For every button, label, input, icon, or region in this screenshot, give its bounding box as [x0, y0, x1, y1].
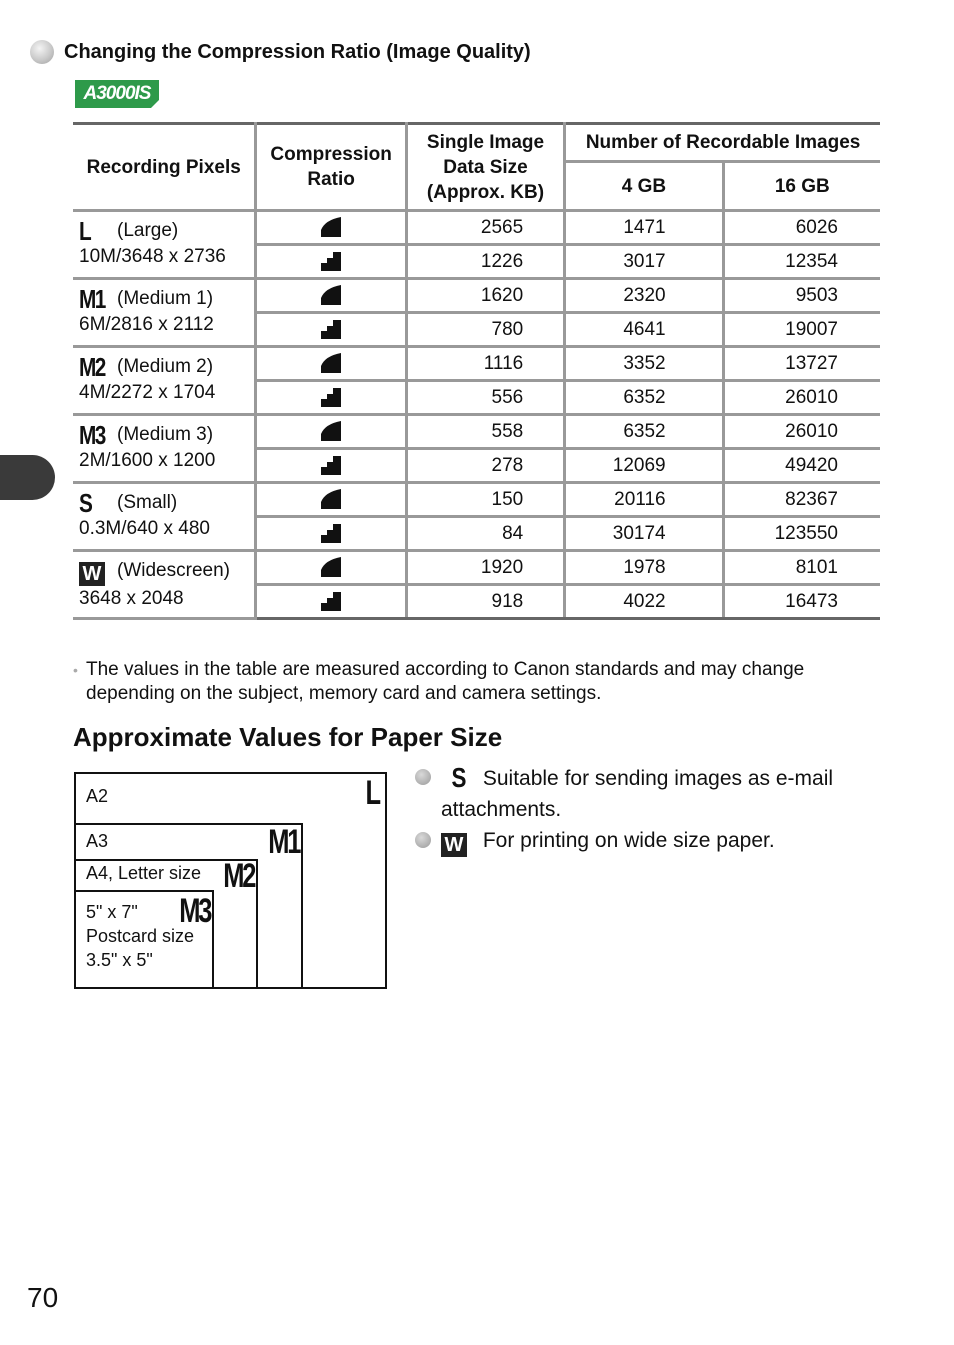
s-size-icon: S [79, 488, 92, 518]
recordable-4gb-cell: 3017 [565, 245, 723, 279]
recordable-4gb-cell: 12069 [565, 449, 723, 483]
header-16gb: 16 GB [723, 162, 880, 211]
recording-resolution: 6M/2816 x 2112 [79, 314, 214, 335]
header-data-size: Single Image Data Size (Approx. KB) [406, 124, 564, 211]
recordable-16gb-cell: 6026 [723, 211, 880, 245]
compression-fine-icon [319, 284, 343, 306]
recording-pixels-cell [73, 347, 256, 415]
table-row [73, 211, 880, 245]
recordable-4gb-cell: 4641 [565, 313, 723, 347]
recording-size-name: (Medium 1) [117, 288, 214, 309]
m3-size-icon: M3 [179, 892, 210, 930]
compression-ratio-cell [256, 381, 406, 415]
compression-normal-icon [319, 386, 343, 408]
recordable-4gb-cell: 3352 [565, 347, 723, 381]
m2-size-icon: M2 [223, 857, 254, 895]
data-size-cell: 2565 [406, 211, 564, 245]
compression-normal-icon [319, 522, 343, 544]
data-size-cell: 1620 [406, 279, 564, 313]
data-size-cell: 556 [406, 381, 564, 415]
paper-size-heading: Approximate Values for Paper Size [73, 722, 503, 752]
header-recordable: Number of Recordable Images [565, 124, 880, 162]
compression-fine-icon [319, 488, 343, 510]
recordable-4gb-cell: 30174 [565, 517, 723, 551]
compression-fine-icon [319, 216, 343, 238]
m3-size-icon: M3 [79, 420, 105, 450]
section-heading [30, 40, 531, 64]
paper-note-text: Suitable for sending images as e-mail attachments. [441, 767, 834, 821]
recordable-16gb-cell: 19007 [723, 313, 880, 347]
recordable-16gb-cell: 8101 [723, 551, 880, 585]
data-size-cell: 150 [406, 483, 564, 517]
paper-small-box [74, 890, 214, 989]
recordable-16gb-cell: 26010 [723, 381, 880, 415]
model-badge: A3000IS [75, 80, 159, 108]
recording-size-name: (Small) [117, 492, 178, 513]
header-recording-pixels: Recording Pixels [73, 124, 256, 211]
paper-note-text: For printing on wide size paper. [482, 829, 775, 852]
paper-5x7-label: 5" x 7" [86, 902, 138, 922]
compression-ratio-cell [256, 211, 406, 245]
paper-notes [415, 762, 885, 857]
recording-pixels-cell [73, 551, 256, 619]
recordable-16gb-cell: 16473 [723, 585, 880, 619]
compression-ratio-cell [256, 313, 406, 347]
recordable-4gb-cell: 4022 [565, 585, 723, 619]
data-size-cell: 918 [406, 585, 564, 619]
widescreen-icon: W [79, 562, 105, 586]
compression-ratio-cell [256, 415, 406, 449]
paper-a4-label: A4, Letter size [86, 863, 202, 883]
paper-note-small [415, 762, 885, 825]
data-size-cell: 1116 [406, 347, 564, 381]
table-row [73, 483, 880, 517]
heading-text: Changing the Compression Ratio (Image Quality) [64, 40, 531, 63]
paper-a3-label: A3 [86, 831, 109, 851]
compression-ratio-cell [256, 449, 406, 483]
table-row [73, 551, 880, 585]
recording-resolution: 10M/3648 x 2736 [79, 246, 226, 267]
recording-size-name: (Medium 3) [117, 424, 214, 445]
data-size-cell: 84 [406, 517, 564, 551]
compression-table [73, 122, 880, 620]
m2-size-icon: M2 [79, 352, 105, 382]
recordable-4gb-cell: 6352 [565, 381, 723, 415]
s-size-icon: S [451, 762, 467, 793]
recording-resolution: 0.3M/640 x 480 [79, 518, 210, 539]
chapter-side-tab [0, 455, 55, 500]
recordable-16gb-cell: 26010 [723, 415, 880, 449]
m1-size-icon: M1 [268, 823, 299, 861]
table-row [73, 415, 880, 449]
note-dot-icon [415, 832, 431, 848]
recording-pixels-cell [73, 483, 256, 551]
data-size-cell: 780 [406, 313, 564, 347]
data-size-cell: 278 [406, 449, 564, 483]
recording-size-name: (Widescreen) [117, 560, 230, 581]
compression-normal-icon [319, 454, 343, 476]
recording-size-name: (Large) [117, 220, 179, 241]
compression-ratio-cell [256, 279, 406, 313]
compression-fine-icon [319, 420, 343, 442]
recordable-16gb-cell: 82367 [723, 483, 880, 517]
recordable-4gb-cell: 1978 [565, 551, 723, 585]
table-row [73, 347, 880, 381]
widescreen-icon: W [441, 833, 467, 857]
note-bullet-icon: • [73, 662, 78, 678]
recordable-16gb-cell: 49420 [723, 449, 880, 483]
compression-fine-icon [319, 352, 343, 374]
recording-resolution: 4M/2272 x 1704 [79, 382, 216, 403]
recordable-4gb-cell: 2320 [565, 279, 723, 313]
page-number: 70 [27, 1282, 59, 1313]
paper-size-diagram [74, 772, 387, 989]
compression-normal-icon [319, 318, 343, 340]
recordable-16gb-cell: 9503 [723, 279, 880, 313]
data-size-cell: 1226 [406, 245, 564, 279]
compression-ratio-cell [256, 517, 406, 551]
recording-pixels-cell [73, 279, 256, 347]
l-size-icon: L [79, 216, 91, 246]
header-compression-ratio: Compression Ratio [256, 124, 406, 211]
data-size-cell: 1920 [406, 551, 564, 585]
note-text: The values in the table are measured according to Canon standards and may change depending on the subject, memory card and camera settings. [86, 659, 805, 704]
compression-normal-icon [319, 590, 343, 612]
paper-a2-label: A2 [86, 786, 109, 806]
recordable-16gb-cell: 13727 [723, 347, 880, 381]
recordable-4gb-cell: 6352 [565, 415, 723, 449]
recording-resolution: 2M/1600 x 1200 [79, 450, 216, 471]
note-dot-icon [415, 769, 431, 785]
recording-pixels-cell [73, 211, 256, 279]
recordable-4gb-cell: 1471 [565, 211, 723, 245]
paper-note-wide [415, 825, 885, 857]
data-size-cell: 558 [406, 415, 564, 449]
compression-ratio-cell [256, 483, 406, 517]
compression-normal-icon [319, 250, 343, 272]
recording-pixels-cell [73, 415, 256, 483]
recording-resolution: 3648 x 2048 [79, 588, 184, 609]
compression-ratio-cell [256, 347, 406, 381]
paper-postcard-label: Postcard size [86, 926, 195, 946]
table-row [73, 279, 880, 313]
table-note [73, 658, 883, 706]
l-size-icon: L [365, 774, 379, 812]
recording-size-name: (Medium 2) [117, 356, 214, 377]
recordable-4gb-cell: 20116 [565, 483, 723, 517]
compression-fine-icon [319, 556, 343, 578]
recordable-16gb-cell: 123550 [723, 517, 880, 551]
recordable-16gb-cell: 12354 [723, 245, 880, 279]
compression-ratio-cell [256, 551, 406, 585]
paper-3x5-label: 3.5" x 5" [86, 950, 153, 970]
compression-ratio-cell [256, 585, 406, 619]
header-4gb: 4 GB [565, 162, 723, 211]
heading-bullet-icon [30, 40, 54, 64]
m1-size-icon: M1 [79, 284, 105, 314]
compression-ratio-cell [256, 245, 406, 279]
